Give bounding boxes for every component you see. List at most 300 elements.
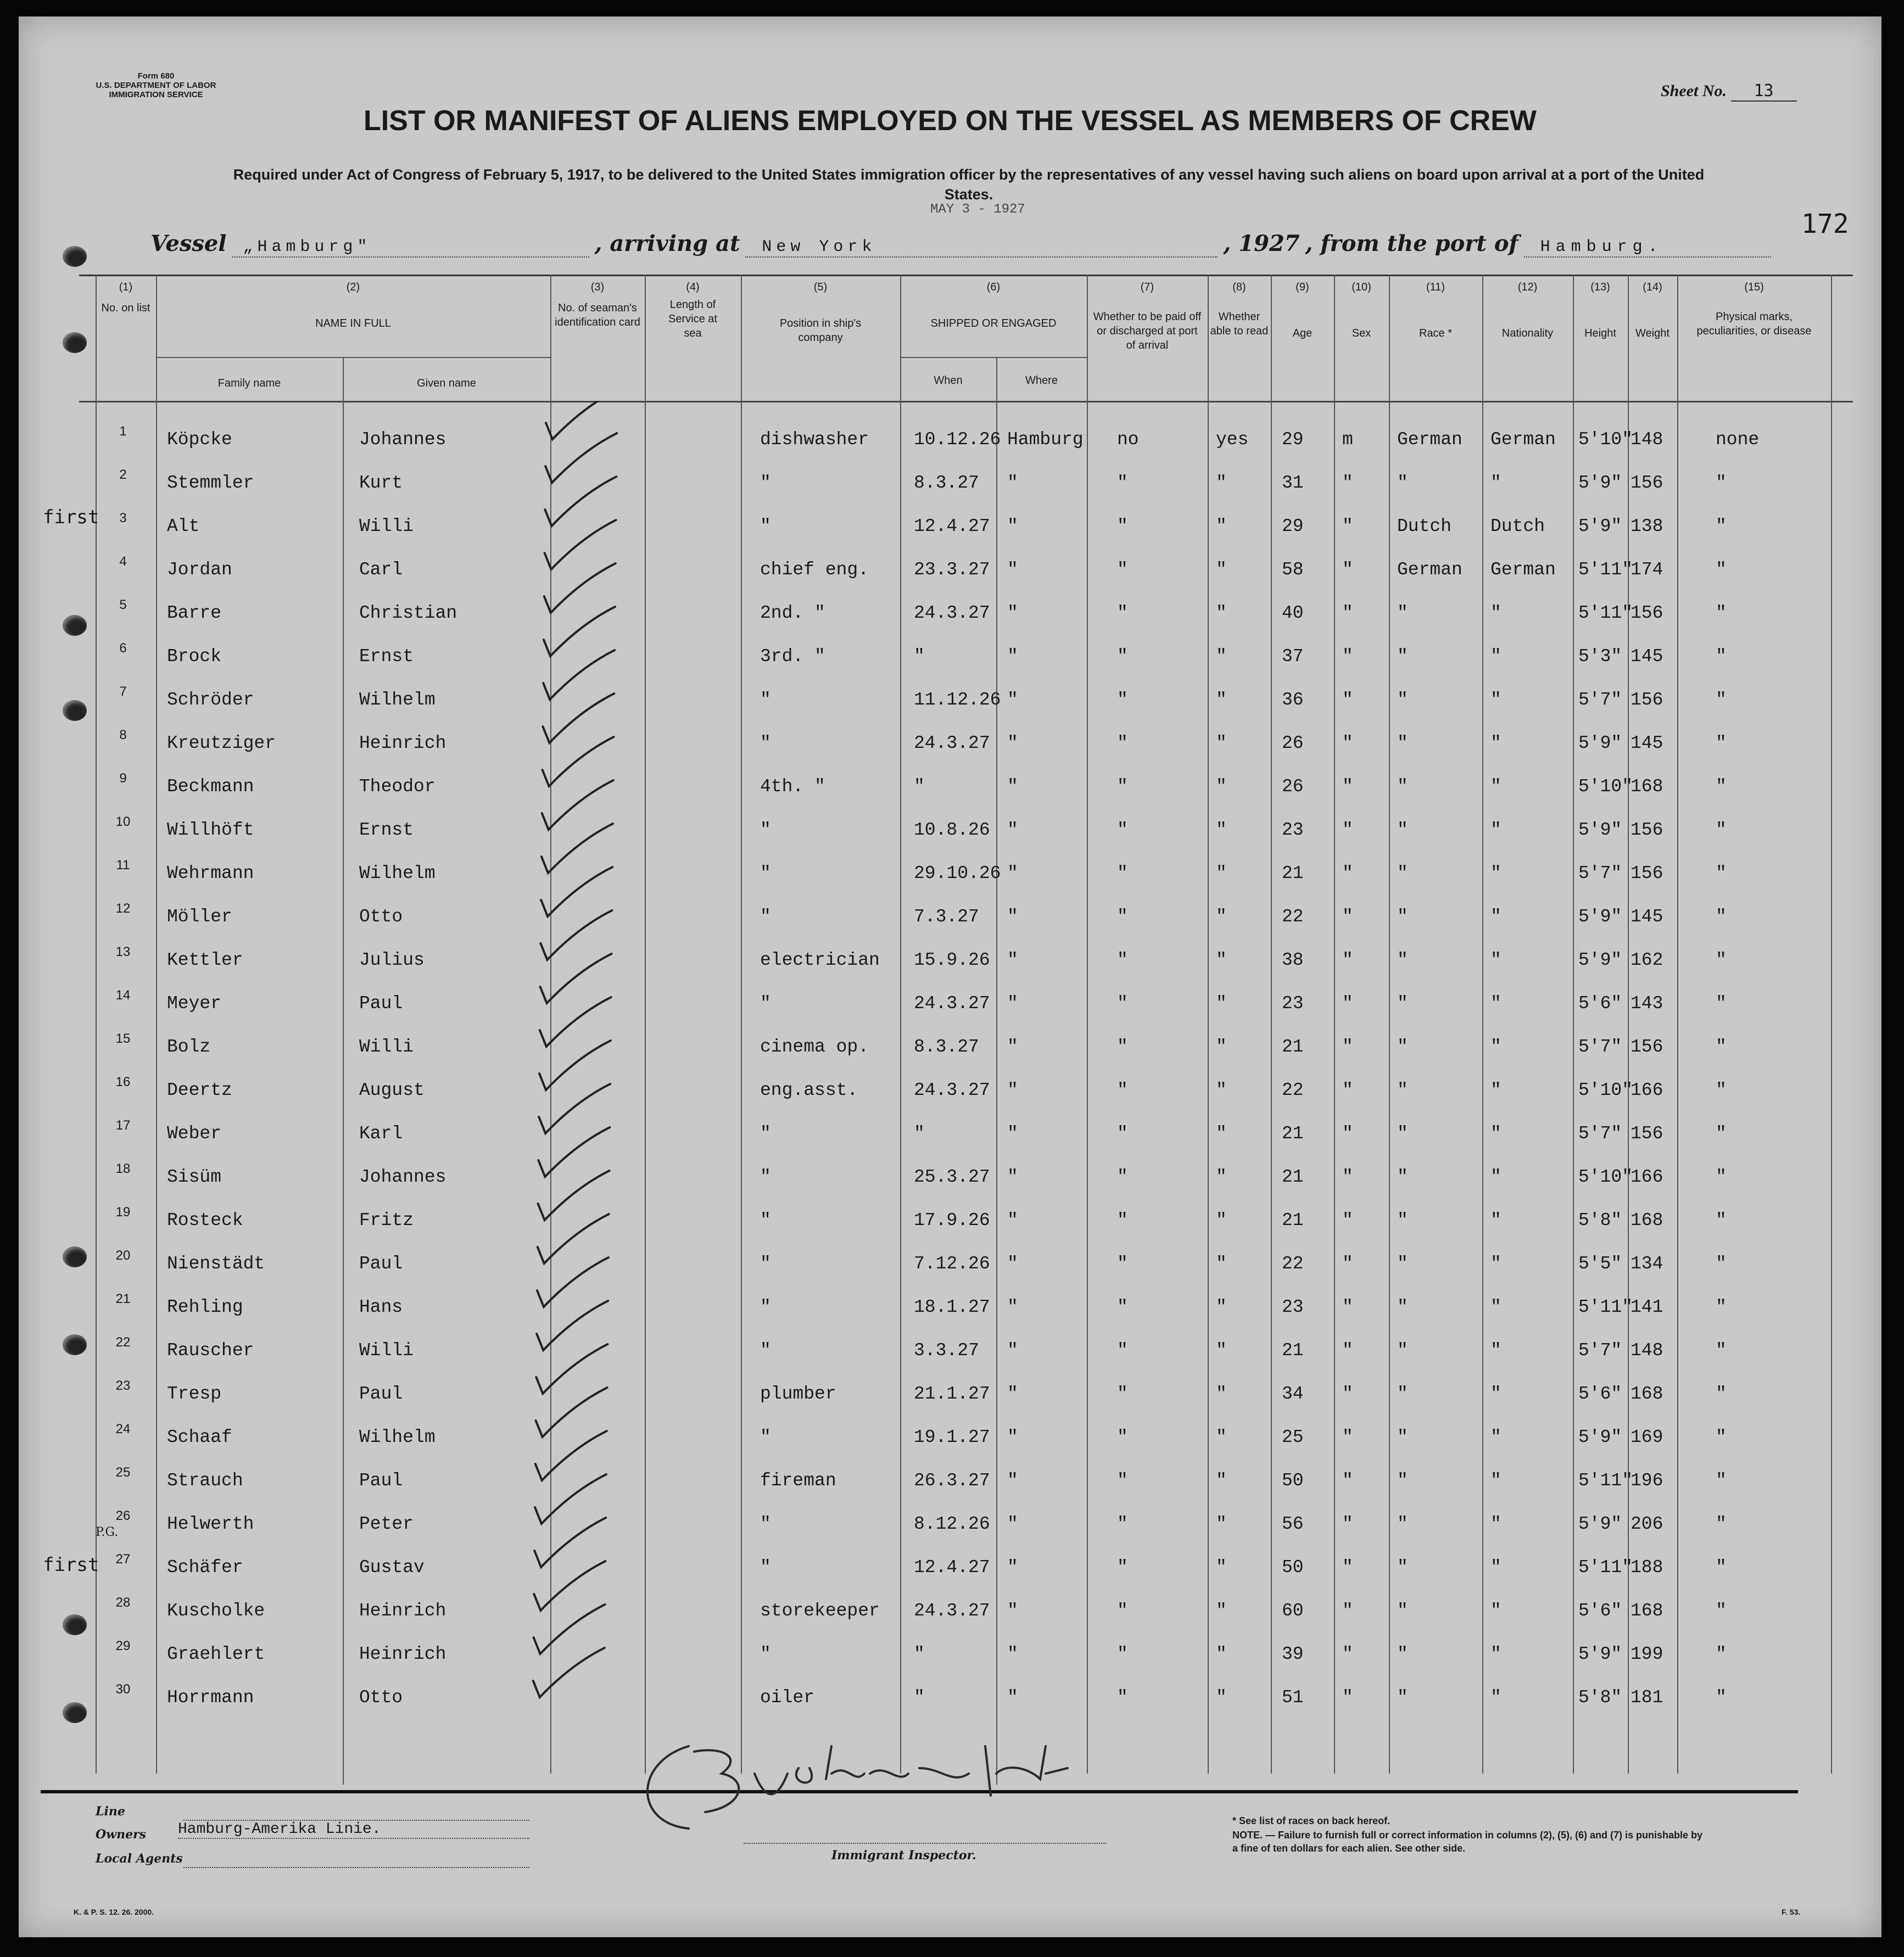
position: " [760,1340,771,1361]
family-name: Deertz [167,1080,232,1100]
age: 25 [1282,1427,1304,1447]
col-num: (15) [1744,281,1764,293]
able-to-read: " [1216,1514,1227,1534]
nationality: " [1490,1427,1501,1447]
sex: " [1342,1644,1353,1664]
sex: " [1342,950,1353,970]
punch-hole [63,615,87,636]
position: eng.asst. [760,1080,858,1100]
paid-off: " [1117,560,1128,580]
given-name: Otto [359,907,403,927]
family-name: Stemmler [167,473,254,493]
race: " [1397,1340,1408,1361]
col-header-age [1271,280,1334,340]
row-number: 9 [119,771,127,786]
check-mark [543,694,614,743]
race: " [1397,820,1408,840]
weight: 174 [1631,560,1663,580]
height: 5'11" [1578,603,1633,623]
physical-marks: " [1716,1470,1727,1491]
shipped-where: " [1007,1384,1018,1404]
age: 22 [1282,1254,1304,1274]
able-to-read: " [1216,1427,1227,1447]
able-to-read: " [1216,473,1227,493]
check-mark [533,1648,605,1697]
weight: 168 [1631,1210,1663,1231]
col-divider [900,275,901,1774]
physical-marks: " [1716,1384,1727,1404]
weight: 156 [1631,473,1663,493]
paid-off: no [1117,429,1139,450]
col-label: Sex [1352,327,1371,339]
shipped-where: " [1007,1514,1018,1534]
sex: " [1342,1470,1353,1491]
shipped-when: 25.3.27 [914,1167,990,1187]
nationality: " [1490,863,1501,884]
margin-note-first: first [43,506,99,528]
family-name: Graehlert [167,1644,265,1664]
age: 21 [1282,1123,1304,1144]
given-name: Johannes [359,429,446,450]
able-to-read: " [1216,950,1227,970]
punch-hole [63,332,87,353]
punch-hole [63,246,87,267]
shipped-where: " [1007,1297,1018,1317]
col-header-weight [1628,280,1677,340]
col-header-race [1389,280,1482,340]
inspector-label: Immigrant Inspector. [831,1848,976,1863]
row-number: 8 [119,728,127,742]
col-divider [156,275,157,1774]
col-divider [1573,275,1574,1774]
row-number: 6 [119,641,127,656]
weight: 156 [1631,690,1663,710]
physical-marks: " [1716,776,1727,797]
col-divider [996,357,997,1785]
nationality: " [1490,1470,1501,1491]
paid-off: " [1117,1427,1128,1447]
height: 5'9" [1578,907,1622,927]
nationality: " [1490,907,1501,927]
nationality: " [1490,776,1501,797]
arriving-port: New York [745,238,1218,258]
check-mark [539,1041,611,1090]
physical-marks: " [1716,1167,1727,1187]
paid-off: " [1117,776,1128,797]
shipped-where: " [1007,473,1018,493]
race: " [1397,1644,1408,1664]
shipped-when: 29.10.26 [914,863,1001,884]
printer-code: K. & P. S. 12. 26. 2000. [74,1908,154,1916]
vessel-label: Vessel [150,231,227,256]
family-name: Nienstädt [167,1254,265,1274]
row-number: 11 [116,858,130,873]
family-name: Rehling [167,1297,243,1317]
given-name: Julius [359,950,425,970]
shipped-subheader-line [900,357,1087,358]
sex: " [1342,993,1353,1014]
check-mark [535,1431,607,1480]
row-number: 30 [115,1682,131,1697]
sex: " [1342,733,1353,753]
inspector-underline [744,1843,1106,1844]
row-number: 7 [119,684,127,699]
family-name: Willhöft [167,820,254,840]
shipped-when: 15.9.26 [914,950,990,970]
able-to-read: " [1216,1470,1227,1491]
race: " [1397,1123,1408,1144]
sex: " [1342,776,1353,797]
height: 5'10" [1578,776,1633,797]
age: 21 [1282,863,1304,884]
punch-hole [63,1614,87,1635]
race: German [1397,429,1462,450]
given-name: Christian [359,603,457,623]
col-num: (1) [119,281,133,293]
check-mark [537,1301,608,1350]
shipped-when: " [914,646,925,667]
shipped-where: " [1007,1254,1018,1274]
age: 34 [1282,1384,1304,1404]
col-label: Length of Service at sea [668,299,717,339]
race: " [1397,1470,1408,1491]
vessel-name: „Hamburg" [232,238,589,258]
height: 5'6" [1578,1384,1622,1404]
shipped-when: 8.12.26 [914,1514,990,1534]
shipped-when: 12.4.27 [914,516,990,536]
row-number: 5 [119,597,127,612]
height: 5'7" [1578,863,1622,884]
sex: " [1342,1687,1353,1708]
col-header-card [550,280,645,329]
able-to-read: " [1216,820,1227,840]
col-divider [1087,275,1088,1774]
col-header-given: Given name [417,377,476,389]
height: 5'11" [1578,1557,1633,1578]
year-label: , 19 [1223,231,1269,256]
col-divider [343,357,344,1785]
shipped-where: " [1007,646,1018,667]
race: Dutch [1397,516,1452,536]
check-mark [544,607,615,656]
shipped-where: " [1007,1687,1018,1708]
check-mark [542,780,613,830]
shipped-when: 24.3.27 [914,1601,990,1621]
form-code: F. 53. [1782,1908,1801,1916]
weight: 169 [1631,1427,1663,1447]
height: 5'11" [1578,560,1633,580]
row-number: 14 [115,988,131,1003]
position: 2nd. " [760,603,825,623]
fine-note: NOTE. — Failure to furnish full or correct information in columns (2), (5), (6) and (7) is punishable by a fine of ten dollars for each alien. See other side. [1232,1830,1703,1854]
col-divider [1831,275,1832,1774]
paid-off: " [1117,1167,1128,1187]
family-name: Strauch [167,1470,243,1491]
position: " [760,1514,771,1534]
manifest-page [19,16,1881,1937]
agents-underline [183,1867,529,1868]
paid-off: " [1117,1340,1128,1361]
shipped-when: " [914,776,925,797]
shipped-when: " [914,1644,925,1664]
weight: 148 [1631,429,1663,450]
given-name: August [359,1080,425,1100]
weight: 156 [1631,1037,1663,1057]
row-number: 13 [115,944,131,959]
given-name: Paul [359,993,403,1014]
col-header-name [156,280,550,331]
from-port: Hamburg. [1524,238,1771,258]
age: 21 [1282,1167,1304,1187]
given-name: Willi [359,1340,414,1361]
given-name: Wilhelm [359,1427,435,1447]
owners-value: Hamburg-Amerika Linie. [178,1821,529,1839]
weight: 145 [1631,907,1663,927]
col-header-no [96,280,156,315]
sex: " [1342,560,1353,580]
race: " [1397,1210,1408,1231]
able-to-read: " [1216,516,1227,536]
row-number: 2 [119,467,127,482]
physical-marks: " [1716,473,1727,493]
shipped-when: 8.3.27 [914,1037,979,1057]
physical-marks: " [1716,1340,1727,1361]
form-header [90,71,222,99]
shipped-where: " [1007,516,1018,536]
nationality: " [1490,1557,1501,1578]
race: " [1397,993,1408,1014]
shipped-where: Hamburg [1007,429,1084,450]
height: 5'11" [1578,1297,1633,1317]
shipped-where: " [1007,950,1018,970]
position: fireman [760,1470,836,1491]
able-to-read: " [1216,1123,1227,1144]
col-num: (2) [346,281,360,293]
nationality: German [1490,429,1556,450]
nationality: " [1490,1687,1501,1708]
col-num: (4) [686,281,700,293]
row-number: 16 [115,1075,131,1089]
weight: 188 [1631,1557,1663,1578]
race: " [1397,1601,1408,1621]
race: " [1397,907,1408,927]
col-num: (9) [1296,281,1309,293]
shipped-when: " [914,1687,925,1708]
race: " [1397,603,1408,623]
position: " [760,820,771,840]
row-number: 26 [115,1508,131,1523]
col-label: Nationality [1501,327,1554,339]
family-name: Schröder [167,690,254,710]
able-to-read: " [1216,1080,1227,1100]
family-name: Horrmann [167,1687,254,1708]
col-num: (6) [986,281,1001,293]
check-mark [534,1604,605,1654]
check-mark [536,1388,607,1437]
shipped-when: 24.3.27 [914,603,990,623]
sex: " [1342,1167,1353,1187]
paid-off: " [1117,1080,1128,1100]
col-divider [1208,275,1209,1774]
row-number: 17 [115,1118,131,1133]
weight: 141 [1631,1297,1663,1317]
weight: 168 [1631,1601,1663,1621]
check-mark [535,1474,606,1524]
family-name: Meyer [167,993,222,1014]
sex: " [1342,1557,1353,1578]
able-to-read: " [1216,1557,1227,1578]
paid-off: " [1117,646,1128,667]
given-name: Karl [359,1123,403,1144]
height: 5'9" [1578,473,1622,493]
nationality: " [1490,1254,1501,1274]
col-label: No. on list [101,302,150,314]
height: 5'9" [1578,1514,1622,1534]
given-name: Carl [359,560,403,580]
weight: 196 [1631,1470,1663,1491]
race: " [1397,950,1408,970]
row-number: 4 [119,554,127,569]
given-name: Heinrich [359,1644,446,1664]
age: 37 [1282,646,1304,667]
position: oiler [760,1687,815,1708]
race: " [1397,1037,1408,1057]
from-port-label: , from the port of [1305,231,1518,256]
sex: " [1342,1297,1353,1317]
race: " [1397,1254,1408,1274]
age: 38 [1282,950,1304,970]
physical-marks: " [1716,1080,1727,1100]
shipped-where: " [1007,603,1018,623]
table-top-border [79,275,1853,276]
shipped-where: " [1007,1167,1018,1187]
page-number: 172 [1801,209,1849,239]
age: 31 [1282,473,1304,493]
arriving-label: , arriving at [594,231,740,256]
position: " [760,690,771,710]
col-num: (10) [1352,281,1371,293]
nationality: German [1490,560,1556,580]
col-divider [1628,275,1629,1774]
height: 5'10" [1578,429,1633,450]
paid-off: " [1117,733,1128,753]
check-mark [540,954,612,1003]
given-name: Willi [359,516,414,536]
nationality: " [1490,1644,1501,1664]
height: 5'9" [1578,820,1622,840]
sex: " [1342,473,1353,493]
weight: 181 [1631,1687,1663,1708]
family-name: Rosteck [167,1210,243,1231]
check-mark [539,1084,610,1133]
given-name: Theodor [359,776,435,797]
position: " [760,1167,771,1187]
height: 5'7" [1578,690,1622,710]
check-mark [538,1171,610,1220]
weight: 134 [1631,1254,1663,1274]
family-name: Wehrmann [167,863,254,884]
position: " [760,733,771,753]
sex: " [1342,603,1353,623]
able-to-read: " [1216,690,1227,710]
sex: " [1342,1210,1353,1231]
position: 4th. " [760,776,825,797]
paid-off: " [1117,1254,1128,1274]
nationality: " [1490,993,1501,1014]
weight: 166 [1631,1167,1663,1187]
paid-off: " [1117,690,1128,710]
height: 5'6" [1578,993,1622,1014]
height: 5'10" [1578,1167,1633,1187]
physical-marks: " [1716,1427,1727,1447]
given-name: Wilhelm [359,863,435,884]
weight: 156 [1631,863,1663,884]
physical-marks: " [1716,516,1727,536]
able-to-read: " [1216,1644,1227,1664]
able-to-read: " [1216,733,1227,753]
weight: 162 [1631,950,1663,970]
position: " [760,1557,771,1578]
sex: " [1342,646,1353,667]
nationality: " [1490,733,1501,753]
family-name: Schaaf [167,1427,232,1447]
age: 21 [1282,1340,1304,1361]
age: 23 [1282,993,1304,1014]
col-label: Age [1292,327,1313,339]
col-divider [1677,275,1678,1774]
nationality: " [1490,646,1501,667]
family-name: Kettler [167,950,243,970]
paid-off: " [1117,516,1128,536]
given-name: Kurt [359,473,403,493]
row-number: 19 [115,1205,131,1220]
shipped-when: 7.12.26 [914,1254,990,1274]
col-divider [1271,275,1272,1774]
row-number: 20 [115,1248,131,1263]
position: " [760,993,771,1014]
height: 5'9" [1578,733,1622,753]
col-header-family: Family name [217,377,281,389]
row-number: 27 [115,1552,131,1567]
race: " [1397,1384,1408,1404]
physical-marks: " [1716,820,1727,840]
department: U.S. DEPARTMENT OF LABOR [96,81,216,90]
able-to-read: " [1216,993,1227,1014]
position: 3rd. " [760,646,825,667]
position: cinema op. [760,1037,869,1057]
col-divider [1389,275,1390,1774]
weight: 168 [1631,1384,1663,1404]
col-num: (13) [1590,281,1610,293]
row-number: 12 [115,901,131,916]
physical-marks: " [1716,863,1727,884]
paid-off: " [1117,603,1128,623]
physical-marks: " [1716,1210,1727,1231]
check-mark [540,910,612,960]
weight: 138 [1631,516,1663,536]
col-label: Weight [1635,327,1670,339]
check-mark [545,477,616,526]
given-name: Peter [359,1514,414,1534]
col-header-read [1208,280,1271,338]
col-num: (5) [813,281,828,293]
nationality: " [1490,1037,1501,1057]
check-mark [541,824,613,873]
paid-off: " [1117,1557,1128,1578]
shipped-where: " [1007,1601,1018,1621]
sex: " [1342,1080,1353,1100]
paid-off: " [1117,1123,1128,1144]
